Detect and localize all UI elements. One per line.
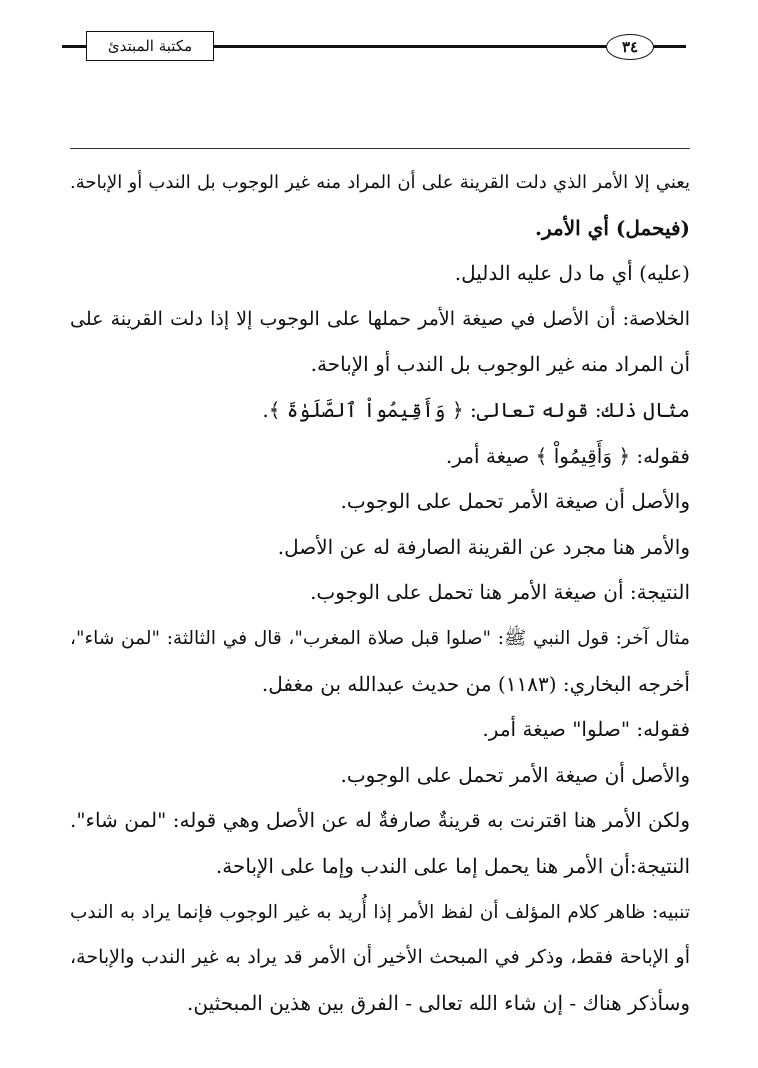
text-line: تنبيه: ظاهر كلام المؤلف أن لفظ الأمر إذا أُريد به غير الوجوب فإنما يراد به الندب bbox=[70, 901, 690, 923]
text-line: أن المراد منه غير الوجوب بل الندب أو الإباحة. bbox=[310, 352, 690, 377]
text-line: مثال ذلك: قوله تعالى: ﴿ وَأَقِيمُواْ ٱلصَّلَوٰةَ ﴾. bbox=[262, 397, 690, 422]
text-line: والأصل أن صيغة الأمر تحمل على الوجوب. bbox=[340, 489, 690, 514]
text-line: (فيحمل) أي الأمر. bbox=[535, 215, 690, 240]
header-rule-left bbox=[62, 45, 86, 48]
text-line: مثال آخر: قول النبي ﷺ: "صلوا قبل صلاة المغرب"، قال في الثالثة: "لمن شاء"، bbox=[70, 627, 690, 649]
book-title-box: مكتبة المبتدئ bbox=[86, 31, 214, 61]
text-line: أخرجه البخاري: (١١٨٣) من حديث عبدالله بن مغفل. bbox=[261, 671, 690, 696]
text-line: النتيجة: أن صيغة الأمر هنا تحمل على الوجوب. bbox=[310, 580, 690, 605]
top-divider bbox=[70, 148, 690, 149]
page-body bbox=[70, 160, 690, 1026]
text-line: والأصل أن صيغة الأمر تحمل على الوجوب. bbox=[340, 762, 690, 787]
header-rule-right bbox=[654, 45, 686, 48]
header-rule-middle bbox=[214, 45, 606, 48]
text-line: فقوله: "صلوا" صيغة أمر. bbox=[482, 717, 690, 742]
text-line: الخلاصة: أن الأصل في صيغة الأمر حملها على الوجوب إلا إذا دلت القرينة على bbox=[70, 307, 690, 330]
text-line: (عليه) أي ما دل عليه الدليل. bbox=[454, 261, 690, 286]
text-line: ولكن الأمر هنا اقترنت به قرينةٌ صارفةٌ له عن الأصل وهي قوله: "لمن شاء". bbox=[70, 808, 690, 833]
text-line: والأمر هنا مجرد عن القرينة الصارفة له عن الأصل. bbox=[277, 534, 690, 559]
page-header bbox=[62, 30, 686, 64]
page-number-badge: ٣٤ bbox=[606, 34, 654, 60]
text-line: النتيجة:أن الأمر هنا يحمل إما على الندب وإما على الإباحة. bbox=[215, 853, 690, 878]
text-line: أو الإباحة فقط، وذكر في المبحث الأخير أن الأمر قد يراد به غير الندب والإباحة، bbox=[70, 946, 690, 969]
text-line: يعني إلا الأمر الذي دلت القرينة على أن المراد منه غير الوجوب بل الندب أو الإباحة. bbox=[70, 172, 690, 193]
text-line: وسأذكر هناك - إن شاء الله تعالى - الفرق بين هذين المبحثين. bbox=[187, 990, 690, 1015]
text-line: فقوله: ﴿ وَأَقِيمُواْ ﴾ صيغة أمر. bbox=[445, 443, 690, 468]
